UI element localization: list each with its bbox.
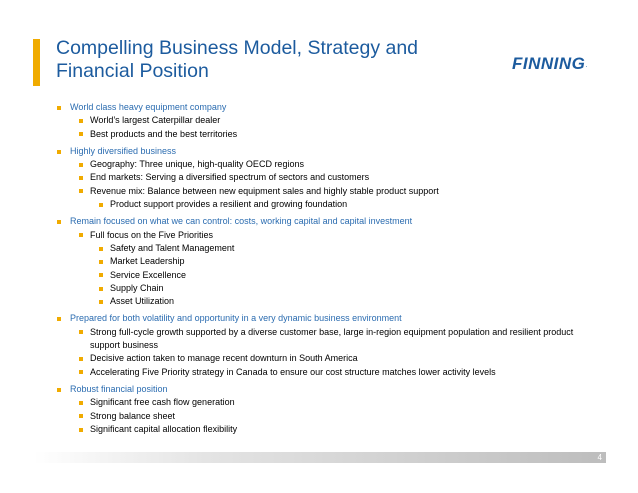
bullet-item [56, 312, 596, 378]
sub-sub-bullet-item: Asset Utilization [99, 295, 596, 308]
sub-bullet-item: End markets: Serving a diversified spectrum of sectors and customers [79, 171, 596, 184]
sub-sub-bullet-list [90, 242, 596, 308]
bullet-item [56, 101, 596, 141]
sub-bullet-item: Accelerating Five Priority strategy in Canada to ensure our cost structure matches lower activity levels [79, 366, 596, 379]
finning-logo [512, 54, 588, 74]
logo-mark: . [585, 62, 588, 69]
sub-bullet-list [70, 229, 596, 309]
sub-bullet-item [79, 229, 596, 309]
page-number: 4 [597, 453, 602, 462]
sub-sub-bullet-item: Supply Chain [99, 282, 596, 295]
bullet-text: Robust financial position [70, 383, 168, 394]
sub-bullet-text: Revenue mix: Balance between new equipment sales and highly stable product support [90, 185, 439, 196]
title-accent-bar [33, 39, 40, 86]
sub-sub-bullet-item: Safety and Talent Management [99, 242, 596, 255]
sub-sub-bullet-list [90, 198, 596, 211]
sub-bullet-list [70, 158, 596, 211]
bullet-text: Highly diversified business [70, 145, 177, 156]
bullet-text: World class heavy equipment company [70, 102, 227, 112]
sub-bullet-list [70, 114, 596, 141]
bullet-item [56, 383, 596, 436]
slide-title: Compelling Business Model, Strategy and Financial Position [56, 37, 419, 82]
bullet-item [56, 145, 596, 211]
sub-sub-bullet-item: Product support provides a resilient and growing foundation [99, 198, 596, 211]
bullet-list [56, 101, 596, 436]
sub-bullet-text: Full focus on the Five Priorities [90, 229, 214, 240]
sub-bullet-item: Significant capital allocation flexibility [79, 423, 596, 436]
bullet-item [56, 215, 596, 308]
sub-bullet-list [70, 396, 596, 436]
footer-bar [34, 452, 606, 463]
sub-bullet-item: Significant free cash flow generation [79, 396, 596, 409]
sub-bullet-item [79, 185, 596, 212]
sub-bullet-item: Strong full-cycle growth supported by a diverse customer base, large in-region equipment population and resilient product support business [79, 326, 596, 353]
logo-text: FINNING [512, 54, 586, 73]
sub-bullet-item: Geography: Three unique, high-quality OECD regions [79, 158, 596, 171]
sub-bullet-list [70, 326, 596, 379]
sub-bullet-item: Strong balance sheet [79, 410, 596, 423]
sub-bullet-item: Best products and the best territories [79, 128, 596, 141]
bullet-content [56, 101, 596, 440]
sub-bullet-item: Decisive action taken to manage recent downturn in South America [79, 352, 596, 365]
bullet-text: Remain focused on what we can control: costs, working capital and capital investment [70, 216, 413, 227]
sub-sub-bullet-item: Service Excellence [99, 269, 596, 282]
sub-sub-bullet-item: Market Leadership [99, 255, 596, 268]
sub-bullet-item: World’s largest Caterpillar dealer [79, 114, 596, 127]
bullet-text: Prepared for both volatility and opportunity in a very dynamic business environment [70, 313, 402, 324]
